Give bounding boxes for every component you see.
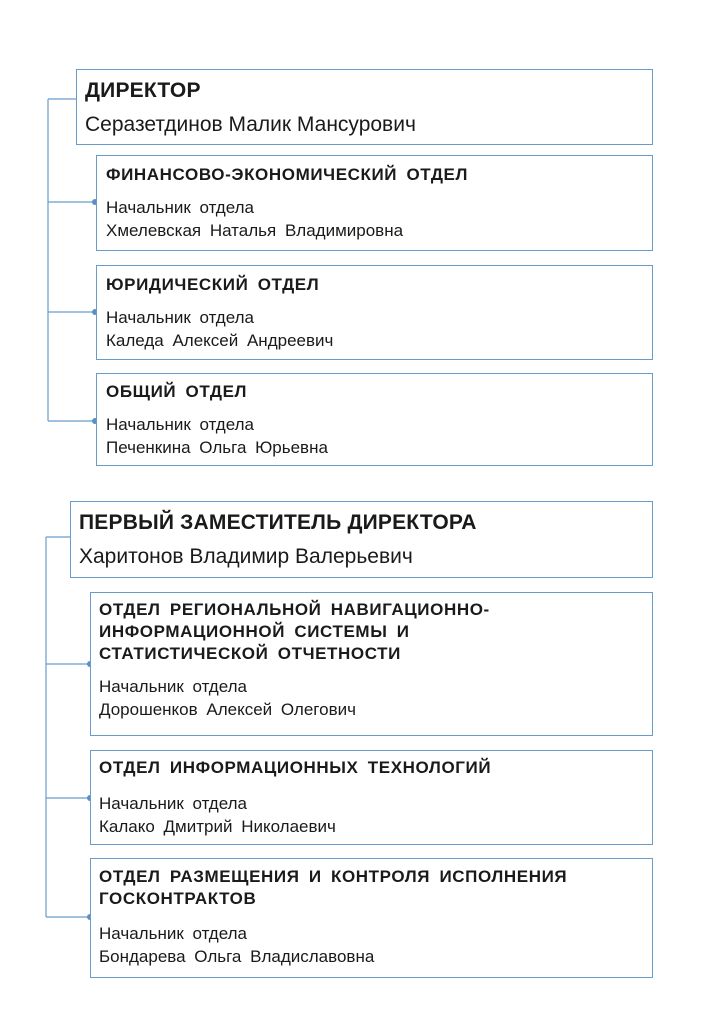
head-title: ДИРЕКТОР — [85, 79, 201, 102]
department-title: ИНФОРМАЦИОННОЙ СИСТЕМЫ И — [99, 622, 410, 641]
department-position: Начальник отдела — [99, 677, 247, 696]
department-position: Начальник отдела — [106, 198, 254, 217]
department-title: ОТДЕЛ РАЗМЕЩЕНИЯ И КОНТРОЛЯ ИСПОЛНЕНИЯ — [99, 867, 568, 886]
department-title: ОБЩИЙ ОТДЕЛ — [106, 382, 248, 401]
head-name: Харитонов Владимир Валерьевич — [79, 545, 413, 568]
department-position: Начальник отдела — [99, 794, 247, 813]
department-position: Начальник отдела — [106, 308, 254, 327]
department-title: ЮРИДИЧЕСКИЙ ОТДЕЛ — [106, 275, 320, 294]
department-head-name: Каледа Алексей Андреевич — [106, 331, 334, 350]
department-position: Начальник отдела — [99, 924, 247, 943]
department-title: СТАТИСТИЧЕСКОЙ ОТЧЕТНОСТИ — [99, 644, 401, 663]
department-head-name: Печенкина Ольга Юрьевна — [106, 438, 328, 457]
department-title: ОТДЕЛ РЕГИОНАЛЬНОЙ НАВИГАЦИОННО- — [99, 600, 490, 619]
head-title: ПЕРВЫЙ ЗАМЕСТИТЕЛЬ ДИРЕКТОРА — [79, 511, 477, 534]
department-box — [90, 592, 653, 736]
director-connector — [48, 99, 95, 421]
department-head-name: Калако Дмитрий Николаевич — [99, 817, 336, 836]
department-box — [90, 750, 653, 845]
department-title: ГОСКОНТРАКТОВ — [99, 889, 257, 908]
department-title: ФИНАНСОВО-ЭКОНОМИЧЕСКИЙ ОТДЕЛ — [106, 165, 469, 184]
department-box — [96, 155, 653, 251]
department-head-name: Дорошенков Алексей Олегович — [99, 700, 356, 719]
department-head-name: Бондарева Ольга Владиславовна — [99, 947, 375, 966]
head-name: Серазетдинов Малик Мансурович — [85, 113, 416, 136]
department-head-name: Хмелевская Наталья Владимировна — [106, 221, 404, 240]
department-box — [90, 858, 653, 978]
deputy-connector — [46, 537, 90, 917]
department-position: Начальник отдела — [106, 415, 254, 434]
director-box — [76, 69, 653, 145]
department-box — [96, 265, 653, 360]
deputy-box — [70, 501, 653, 578]
department-title: ОТДЕЛ ИНФОРМАЦИОННЫХ ТЕХНОЛОГИЙ — [99, 758, 492, 777]
department-box — [96, 373, 653, 466]
